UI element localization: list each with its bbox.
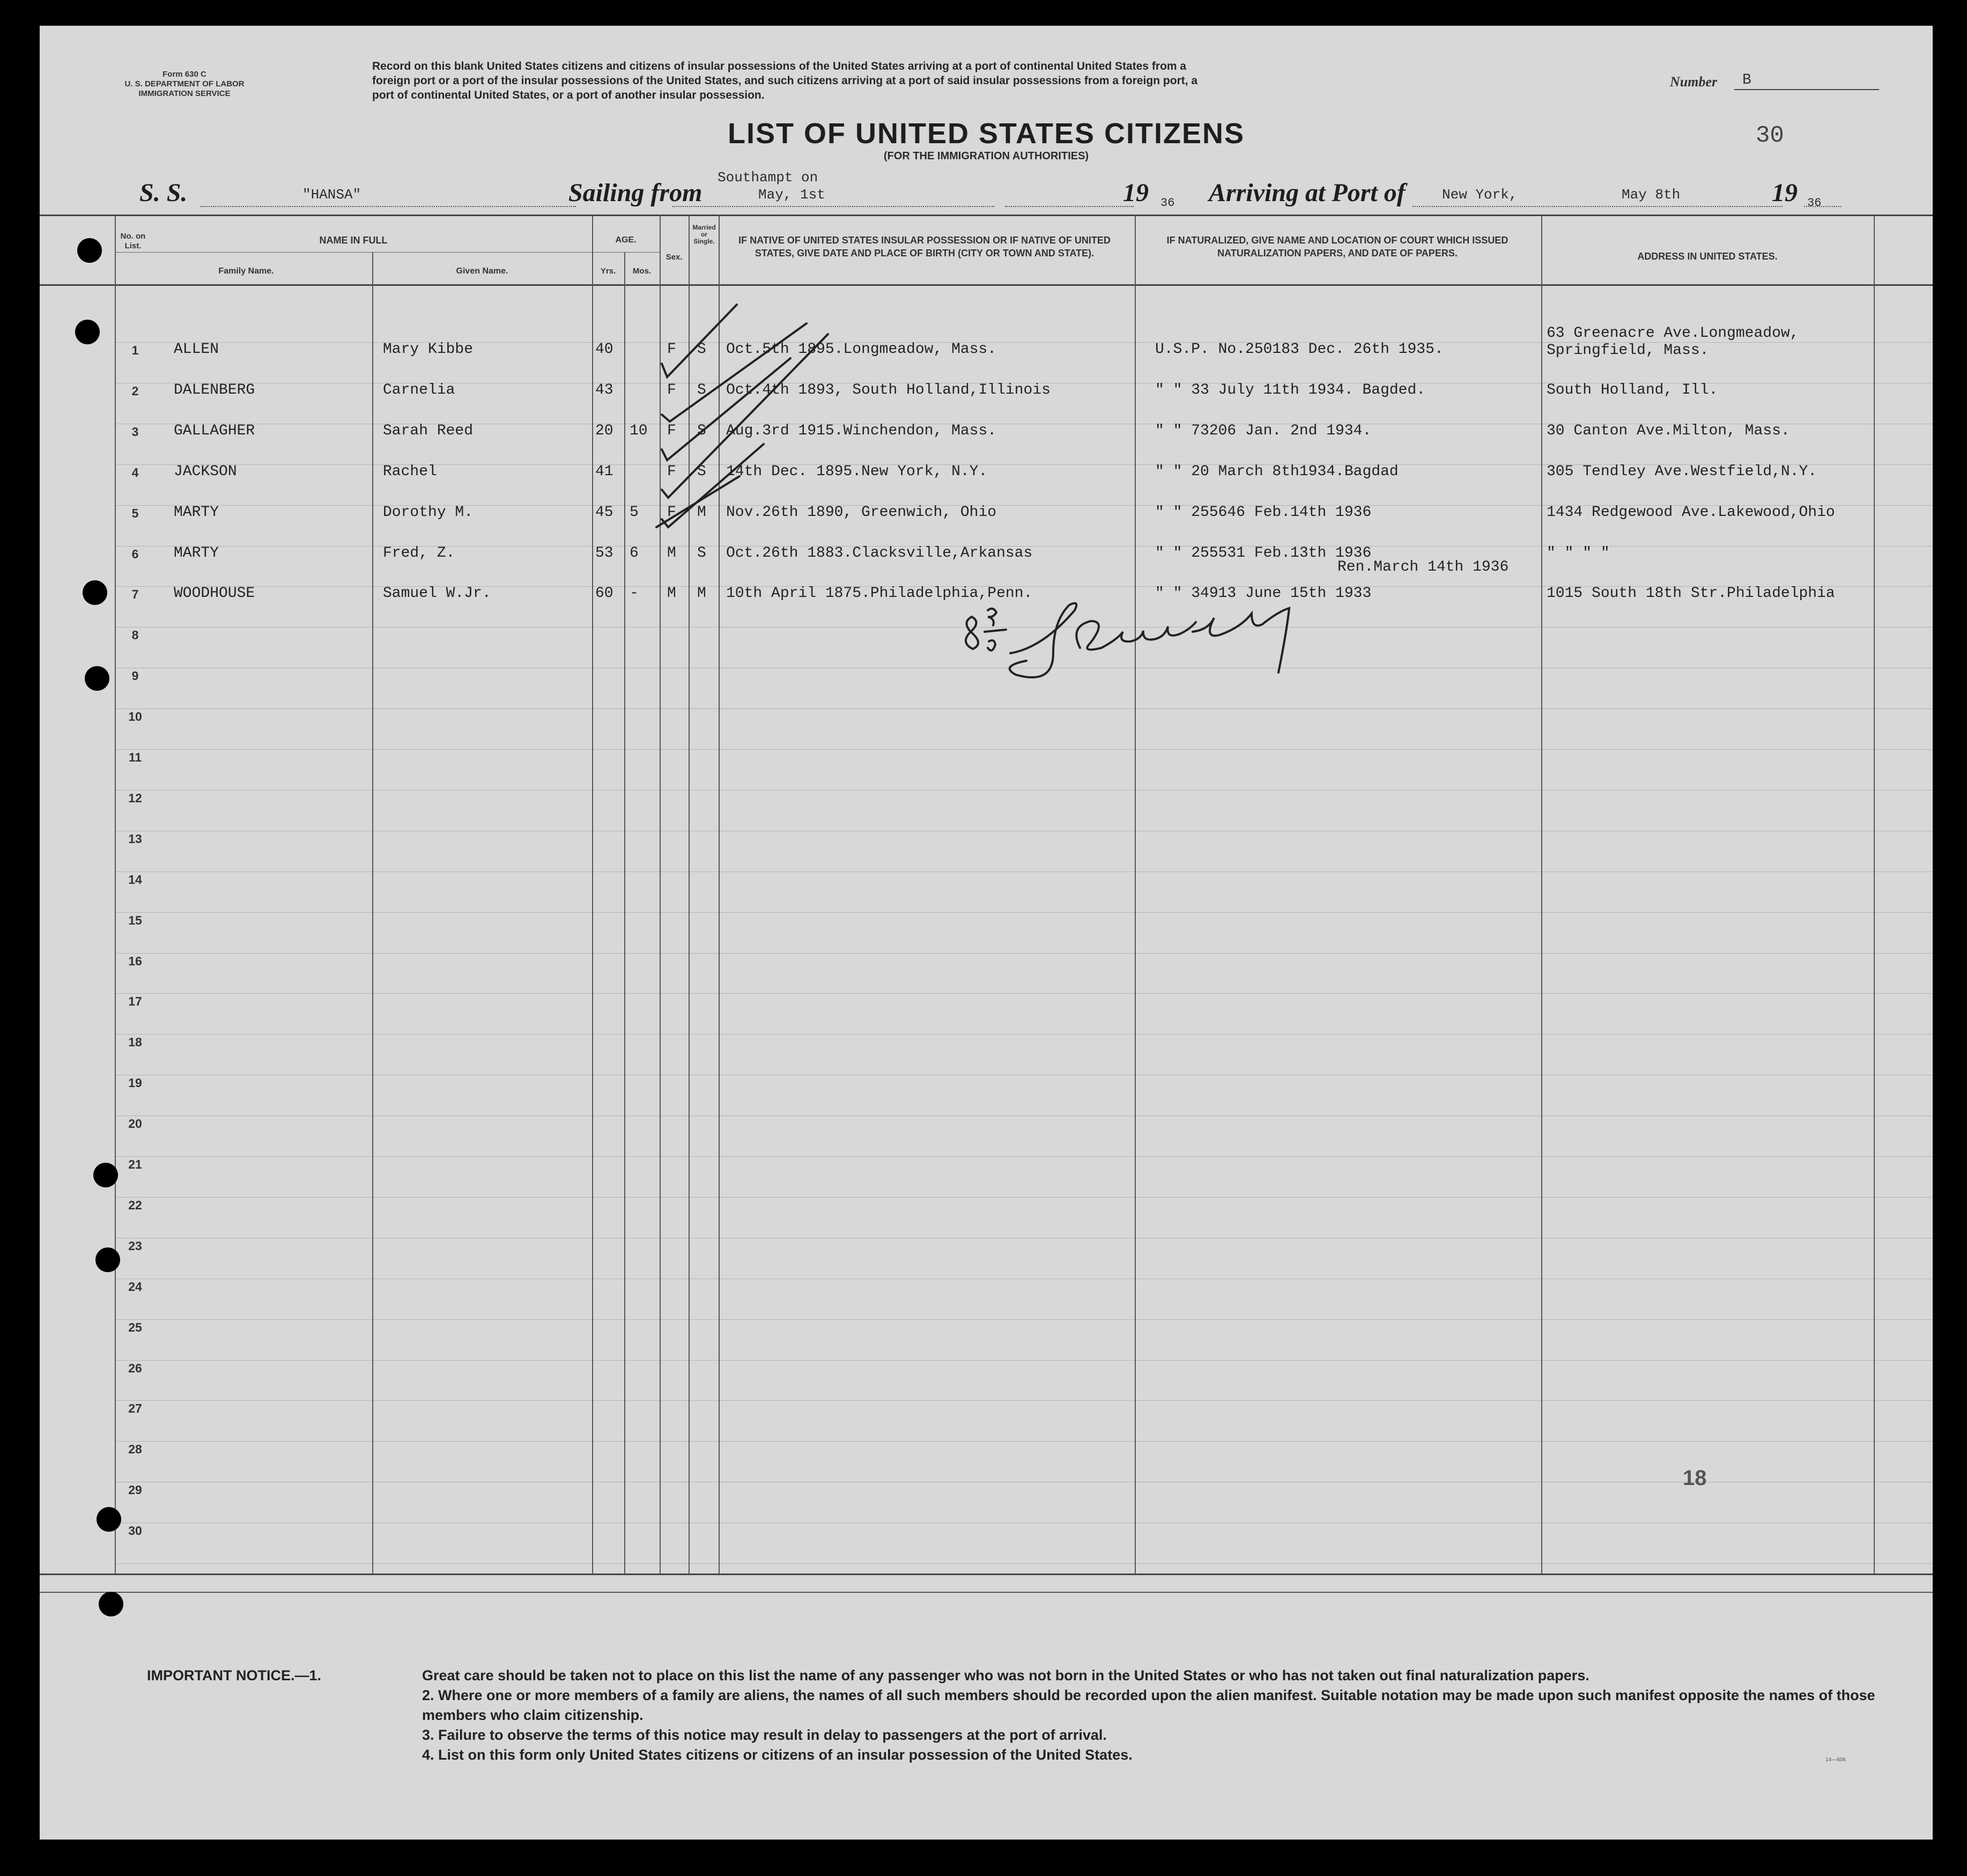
given-name-cell: Fred, Z. xyxy=(383,545,455,562)
row-number: 26 xyxy=(128,1361,142,1375)
row-number: 7 xyxy=(131,587,139,601)
header-birth: IF NATIVE OF UNITED STATES INSULAR POSSESSION OR IF NATIVE OF UNITED STATES, GIVE DATE AND PLACE OF BIRTH (CITY OR TOWN AND STATE). xyxy=(738,235,1111,258)
address-cell: 30 Canton Ave.Milton, Mass. xyxy=(1547,423,1790,439)
sex-cell: F xyxy=(667,463,676,480)
checkmark-icon xyxy=(662,323,807,422)
marital-status-cell: S xyxy=(697,545,706,562)
age-months-cell: 6 xyxy=(630,545,639,562)
birth-cell: Oct.26th 1883.Clacksville,Arkansas xyxy=(726,545,1033,562)
ruled-line xyxy=(115,749,1933,750)
birth-cell: Oct.5th 1895.Longmeadow, Mass. xyxy=(726,341,997,358)
ruled-line xyxy=(115,1197,1933,1198)
family-name-cell: MARTY xyxy=(174,545,219,562)
row-number: 9 xyxy=(131,669,139,683)
birth-cell: Oct.4th 1893, South Holland,Illinois xyxy=(726,382,1051,398)
naturalization-cell: U.S.P. No.250183 Dec. 26th 1935. xyxy=(1155,341,1444,358)
ruled-line xyxy=(115,1034,1933,1035)
row-number: 27 xyxy=(128,1401,142,1415)
year-prefix-2: 19 xyxy=(1772,179,1798,207)
number-value: B xyxy=(1742,72,1751,88)
punch-hole xyxy=(75,320,100,344)
notice-heading: IMPORTANT NOTICE.—1. xyxy=(147,1667,322,1683)
notice-item-4: 4. List on this form only United States citizens or citizens of an insular possession of the United States. xyxy=(422,1747,1133,1763)
row-number: 24 xyxy=(128,1280,142,1294)
sailing-label: Sailing from xyxy=(568,179,702,207)
header-bottom-border xyxy=(40,284,1933,286)
punch-hole xyxy=(95,1247,120,1272)
checkmark-icon xyxy=(656,476,740,527)
given-name-cell: Carnelia xyxy=(383,382,455,398)
table-bottom-border xyxy=(40,1574,1933,1575)
checkmarks xyxy=(630,283,844,530)
row-number: 28 xyxy=(128,1442,142,1456)
ruled-line xyxy=(115,1319,1933,1320)
naturalization-note-cell: Ren.March 14th 1936 xyxy=(1337,559,1509,575)
address-line-2-cell: Springfield, Mass. xyxy=(1547,342,1709,359)
ruled-line xyxy=(115,871,1933,872)
family-name-cell: WOODHOUSE xyxy=(174,585,255,602)
year-prefix-1: 19 xyxy=(1123,179,1149,207)
page-subtitle: (FOR THE IMMIGRATION AUTHORITIES) xyxy=(883,150,1089,162)
birth-cell: Nov.26th 1890, Greenwich, Ohio xyxy=(726,504,997,521)
checkmark-icon xyxy=(662,334,828,498)
sex-cell: F xyxy=(667,341,676,358)
birth-cell: 10th April 1875.Philadelphia,Penn. xyxy=(726,585,1033,602)
ruled-line xyxy=(115,1360,1933,1361)
address-cell: 1015 South 18th Str.Philadelphia xyxy=(1547,585,1835,602)
naturalization-cell: " " 33 July 11th 1934. Bagded. xyxy=(1155,382,1426,398)
row-number: 12 xyxy=(128,791,142,805)
blank-line xyxy=(1005,206,1134,207)
row-number: 4 xyxy=(131,466,139,479)
given-name-cell: Mary Kibbe xyxy=(383,341,474,358)
given-name-cell: Samuel W.Jr. xyxy=(383,585,491,602)
sex-cell: M xyxy=(667,585,676,602)
number-line xyxy=(1734,89,1879,90)
col-divider-yrs xyxy=(624,252,625,1574)
punch-hole xyxy=(83,580,107,605)
table-top-border xyxy=(40,215,1933,216)
ship-name: "HANSA" xyxy=(302,187,361,203)
address-cell: 1434 Redgewood Ave.Lakewood,Ohio xyxy=(1547,504,1835,521)
header-age: AGE. xyxy=(615,235,637,245)
birth-cell: Aug.3rd 1915.Winchendon, Mass. xyxy=(726,423,997,439)
col-divider-address xyxy=(1874,215,1875,1574)
row-number: 6 xyxy=(131,547,139,561)
marital-status-cell: S xyxy=(697,341,706,358)
ruled-line xyxy=(115,953,1933,954)
row-number: 16 xyxy=(128,954,142,968)
age-months-cell: 5 xyxy=(630,504,639,521)
stamp-number: 30 xyxy=(1756,122,1784,149)
port-to: New York, xyxy=(1442,187,1518,203)
port-from-line xyxy=(672,206,994,207)
ruled-line xyxy=(115,1563,1933,1564)
sex-cell: M xyxy=(667,545,676,562)
port-to-line xyxy=(1413,206,1783,207)
birth-cell: 14th Dec. 1895.New York, N.Y. xyxy=(726,463,988,480)
row-number: 14 xyxy=(128,873,142,887)
arriving-label: Arriving at Port of xyxy=(1209,179,1406,207)
age-months-cell: 10 xyxy=(630,423,648,439)
instructions xyxy=(372,59,1627,102)
form-number: Form 630 C xyxy=(162,70,206,79)
checkmark-icon xyxy=(662,358,790,460)
marital-status-cell: M xyxy=(697,504,706,521)
punch-hole xyxy=(99,1592,123,1616)
ship-line xyxy=(201,206,576,207)
notice-item-2: 2. Where one or more members of a family are aliens, the names of all such members should be recorded upon the alien manifest. Suitable notation may be made upon such manifest opposite the names of those members who claim citizenship. xyxy=(422,1687,1875,1723)
row-number: 21 xyxy=(128,1157,142,1171)
ruled-line xyxy=(115,1400,1933,1401)
address-cell: 63 Greenacre Ave.Longmeadow, xyxy=(1547,325,1799,342)
col-divider-no xyxy=(115,215,116,1574)
punch-hole xyxy=(97,1507,121,1532)
notice-item-1: Great care should be taken not to place on this list the name of any passenger who was not born in the United States or who has not taken out final naturalization papers. xyxy=(422,1667,1589,1683)
manifest-page xyxy=(40,26,1933,1840)
age-months-cell: - xyxy=(630,585,639,602)
age-subheader-line xyxy=(592,252,660,253)
row-number: 30 xyxy=(128,1524,142,1538)
row-number: 11 xyxy=(128,750,142,764)
naturalization-cell: " " 255646 Feb.14th 1936 xyxy=(1155,504,1372,521)
row-number: 25 xyxy=(128,1320,142,1334)
family-name-cell: MARTY xyxy=(174,504,219,521)
given-name-cell: Dorothy M. xyxy=(383,504,474,521)
row-number: 23 xyxy=(128,1239,142,1253)
age-years-cell: 40 xyxy=(595,341,613,358)
header-family-name: Family Name. xyxy=(218,267,274,276)
punch-hole xyxy=(77,238,102,263)
row-number: 1 xyxy=(131,343,139,357)
row-number: 5 xyxy=(131,506,139,520)
col-divider-given xyxy=(592,215,593,1574)
marital-status-cell: S xyxy=(697,382,706,398)
address-cell: 305 Tendley Ave.Westfield,N.Y. xyxy=(1547,463,1817,480)
row-number: 20 xyxy=(128,1117,142,1131)
header-no: No. on List. xyxy=(120,232,146,250)
inspector-signature xyxy=(957,594,1364,712)
family-name-cell: JACKSON xyxy=(174,463,237,480)
sex-cell: F xyxy=(667,382,676,398)
col-divider-naturalized xyxy=(1541,215,1542,1574)
form-identifier xyxy=(93,70,276,99)
ss-label: S. S. xyxy=(139,179,188,207)
marital-status-cell: S xyxy=(697,463,706,480)
header-mos: Mos. xyxy=(632,267,652,276)
header-married-single: Married or Single. xyxy=(692,224,716,245)
naturalization-cell: " " 73206 Jan. 2nd 1934. xyxy=(1155,423,1372,439)
instructions-line-3: port of continental United States, or a port of another insular possession. xyxy=(372,89,765,101)
date-from: May, 1st xyxy=(758,187,825,203)
year-2: 36 xyxy=(1807,196,1822,210)
service: IMMIGRATION SERVICE xyxy=(138,89,231,98)
header-address: ADDRESS IN UNITED STATES. xyxy=(1637,251,1778,262)
given-name-cell: Sarah Reed xyxy=(383,423,474,439)
family-name-cell: ALLEN xyxy=(174,341,219,358)
ruled-line xyxy=(115,1441,1933,1442)
name-subheader-line xyxy=(115,252,592,253)
col-divider-birth xyxy=(1135,215,1136,1574)
header-name-in-full: NAME IN FULL xyxy=(319,235,388,246)
port-from: Southampt on xyxy=(718,169,818,186)
row-number: 13 xyxy=(128,832,142,846)
instructions-line-2: foreign port or a port of the insular possessions of the United States, and such citizens arriving at a port of said insular possessions from a foreign port, a xyxy=(372,75,1198,87)
page-number: 18 xyxy=(1683,1466,1707,1490)
number-label: Number xyxy=(1670,74,1718,90)
age-years-cell: 53 xyxy=(595,545,613,562)
punch-hole xyxy=(85,666,109,691)
year-1: 36 xyxy=(1160,196,1175,210)
sex-cell: F xyxy=(667,504,676,521)
header-sex: Sex. xyxy=(665,253,683,262)
department: U. S. DEPARTMENT OF LABOR xyxy=(124,79,245,88)
sex-cell: F xyxy=(667,423,676,439)
row-number: 18 xyxy=(128,1035,142,1049)
row-number: 15 xyxy=(128,913,142,927)
age-years-cell: 20 xyxy=(595,423,613,439)
naturalization-cell: " " 255531 Feb.13th 1936 xyxy=(1155,545,1372,562)
header-naturalized: IF NATURALIZED, GIVE NAME AND LOCATION OF COURT WHICH ISSUED NATURALIZATION PAPERS, AND DATE OF PAPERS. xyxy=(1166,235,1508,258)
checkmark-icon xyxy=(662,305,737,377)
ruled-line xyxy=(115,790,1933,791)
punch-hole xyxy=(93,1163,118,1187)
family-name-cell: DALENBERG xyxy=(174,382,255,398)
age-years-cell: 41 xyxy=(595,463,613,480)
row-number: 10 xyxy=(128,710,142,723)
naturalization-cell: " " 20 March 8th1934.Bagdad xyxy=(1155,463,1399,480)
family-name-cell: GALLAGHER xyxy=(174,423,255,439)
row-number: 17 xyxy=(128,994,142,1008)
header-given-name: Given Name. xyxy=(456,267,508,276)
notice-item-3: 3. Failure to observe the terms of this notice may result in delay to passengers at the port of arrival. xyxy=(422,1727,1107,1743)
address-cell: South Holland, Ill. xyxy=(1547,382,1718,398)
year-2-line xyxy=(1804,206,1842,207)
row-number: 2 xyxy=(131,384,139,398)
row-number: 3 xyxy=(131,425,139,439)
instructions-line-1: Record on this blank United States citizens and citizens of insular possessions of the United States arriving at a port of continental United States from a xyxy=(372,60,1187,72)
row-number: 19 xyxy=(128,1076,142,1090)
header-yrs: Yrs. xyxy=(600,267,616,276)
ruled-line xyxy=(115,912,1933,913)
marital-status-cell: M xyxy=(697,585,706,602)
notice-top-border xyxy=(40,1592,1933,1593)
arrival-date: May 8th xyxy=(1622,187,1681,203)
age-years-cell: 60 xyxy=(595,585,613,602)
address-cell: " " " " xyxy=(1547,545,1610,562)
marital-status-cell: S xyxy=(697,423,706,439)
ruled-line xyxy=(115,993,1933,994)
row-number: 29 xyxy=(128,1483,142,1497)
age-years-cell: 45 xyxy=(595,504,613,521)
col-divider-family xyxy=(372,252,373,1574)
row-number: 22 xyxy=(128,1198,142,1212)
naturalization-cell: " " 34913 June 15th 1933 xyxy=(1155,585,1372,602)
ruled-line xyxy=(115,1156,1933,1157)
age-years-cell: 43 xyxy=(595,382,613,398)
page-title: LIST OF UNITED STATES CITIZENS xyxy=(728,117,1245,150)
row-number: 8 xyxy=(131,628,139,642)
given-name-cell: Rachel xyxy=(383,463,437,480)
footer-code: 14—606 xyxy=(1825,1757,1846,1763)
